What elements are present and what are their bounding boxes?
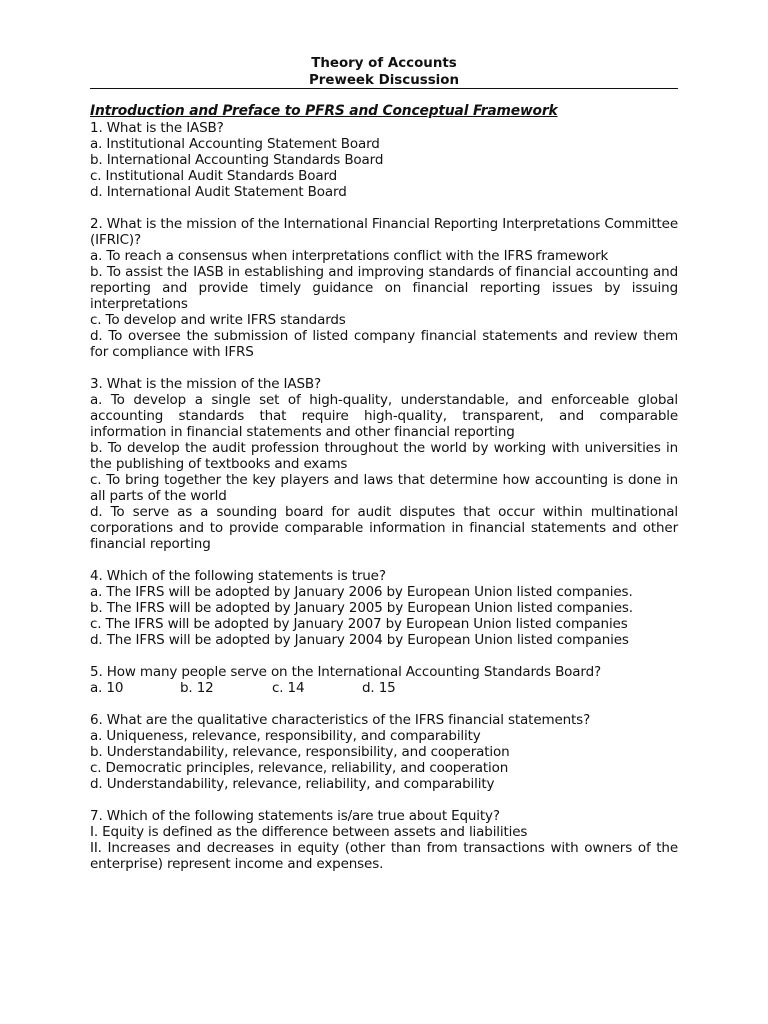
answer-option: b. To develop the audit profession throughout the world by working with universities in the publishing of textbooks and exams [90,440,678,472]
statement-item: I. Equity is defined as the difference between assets and liabilities [90,824,528,840]
answer-option: a. The IFRS will be adopted by January 2006 by European Union listed companies. [90,584,633,600]
answer-option: a. To reach a consensus when interpretations conflict with the IFRS framework [90,248,609,264]
answer-option: b. Understandability, relevance, responsibility, and cooperation [90,744,510,760]
question-text: 6. What are the qualitative characteristics of the IFRS financial statements? [90,712,591,728]
answer-option: b. The IFRS will be adopted by January 2005 by European Union listed companies. [90,600,633,616]
answer-option: b. 12 [180,680,214,696]
question-text: 4. Which of the following statements is true? [90,568,386,584]
document-header [90,55,678,89]
answer-option: d. To serve as a sounding board for audit disputes that occur within multinational corporations and to provide comparable information in financial statements and other financial reporting [90,504,678,552]
question-5 [90,664,678,696]
answer-option: a. To develop a single set of high-quality, understandable, and enforceable global accounting standards that require high-quality, transparent, and comparable information in financial statements and other financial reporting [90,392,678,440]
answer-option: c. 14 [272,680,305,696]
question-6 [90,712,678,792]
statement-item: II. Increases and decreases in equity (other than from transactions with owners of the enterprise) represent income and expenses. [90,840,678,872]
question-text: 2. What is the mission of the International Financial Reporting Interpretations Committee (IFRIC)? [90,216,678,248]
answer-option: d. To oversee the submission of listed company financial statements and review them for compliance with IFRS [90,328,678,360]
answer-option: d. 15 [362,680,396,696]
answer-option: c. The IFRS will be adopted by January 2007 by European Union listed companies [90,616,628,632]
question-text: 7. Which of the following statements is/are true about Equity? [90,808,500,824]
question-text: 5. How many people serve on the International Accounting Standards Board? [90,664,602,680]
question-7 [90,808,678,872]
answer-option: b. International Accounting Standards Board [90,152,384,168]
answer-option: d. International Audit Statement Board [90,184,347,200]
answer-option: c. To develop and write IFRS standards [90,312,346,328]
question-text: 3. What is the mission of the IASB? [90,376,321,392]
answer-options-row [90,680,678,696]
answer-option: a. 10 [90,680,124,696]
header-divider [90,88,678,89]
answer-option: a. Uniqueness, relevance, responsibility, and comparability [90,728,481,744]
document-title: Theory of Accounts [311,56,457,71]
question-1 [90,120,678,200]
document-body [90,103,678,872]
answer-option: d. Understandability, relevance, reliability, and comparability [90,776,495,792]
answer-option: a. Institutional Accounting Statement Board [90,136,380,152]
question-text: 1. What is the IASB? [90,120,224,136]
answer-option: b. To assist the IASB in establishing and improving standards of financial accounting and reporting and provide timely guidance on financial reporting issues by issuing interpretations [90,264,678,312]
question-4 [90,568,678,648]
document-subtitle: Preweek Discussion [308,73,459,88]
answer-option: c. To bring together the key players and laws that determine how accounting is done in all parts of the world [90,472,678,504]
question-2 [90,216,678,360]
question-3 [90,376,678,552]
answer-option: c. Institutional Audit Standards Board [90,168,338,184]
section-title: Introduction and Preface to PFRS and Conceptual Framework [90,103,558,119]
answer-option: d. The IFRS will be adopted by January 2004 by European Union listed companies [90,632,629,648]
answer-option: c. Democratic principles, relevance, reliability, and cooperation [90,760,509,776]
